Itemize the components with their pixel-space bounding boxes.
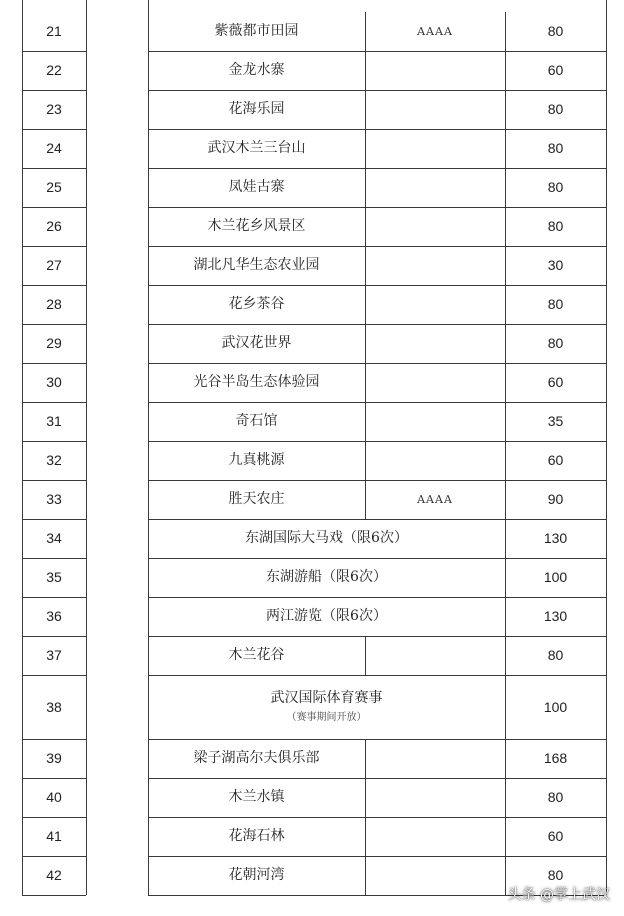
row-number: 30 xyxy=(46,374,62,391)
attraction-name: 金龙水寨 xyxy=(228,62,285,79)
grade-level xyxy=(365,856,505,895)
row-number: 39 xyxy=(46,750,62,767)
attraction-name: 湖北凡华生态农业园 xyxy=(193,257,320,274)
attraction-note: （赛事期间开放） xyxy=(286,712,367,724)
ticket-price: 100 xyxy=(543,698,568,715)
ticket-price: 130 xyxy=(543,530,568,547)
attraction-name: 花乡茶谷 xyxy=(228,296,285,313)
column-divider-number xyxy=(86,0,87,895)
grade-level xyxy=(365,51,505,90)
row-number: 38 xyxy=(46,698,62,715)
attraction-name: 花海乐园 xyxy=(228,101,285,118)
row-number: 41 xyxy=(46,828,62,845)
attraction-name: 木兰花乡风景区 xyxy=(207,218,306,235)
ticket-price: 60 xyxy=(547,828,564,845)
grade-level xyxy=(365,817,505,856)
row-number: 27 xyxy=(46,257,62,274)
grade-level: AAAA xyxy=(417,24,453,38)
attraction-name: 凤娃古寨 xyxy=(228,179,285,196)
grade-level xyxy=(365,90,505,129)
attraction-name: 九真桃源 xyxy=(228,452,285,469)
row-number: 23 xyxy=(46,101,62,118)
grade-level xyxy=(365,636,505,675)
row-number: 24 xyxy=(46,140,62,157)
ticket-price: 80 xyxy=(547,789,564,806)
ticket-price: 35 xyxy=(547,413,564,430)
attraction-name: 武汉木兰三台山 xyxy=(207,140,306,157)
row-number: 40 xyxy=(46,789,62,806)
row-number: 25 xyxy=(46,179,62,196)
ticket-price: 80 xyxy=(547,296,564,313)
ticket-price: 80 xyxy=(547,867,564,884)
row-number: 42 xyxy=(46,867,62,884)
row-number: 21 xyxy=(46,23,62,40)
row-number: 36 xyxy=(46,608,62,625)
row-number: 37 xyxy=(46,647,62,664)
row-number: 35 xyxy=(46,569,62,586)
table-right-border xyxy=(606,0,607,895)
grade-level xyxy=(365,363,505,402)
grade-level xyxy=(365,207,505,246)
grade-level xyxy=(365,402,505,441)
attraction-name xyxy=(148,519,505,558)
ticket-price: 130 xyxy=(543,608,568,625)
attraction-name-text: 东湖国际大马戏（限6次） xyxy=(245,530,408,547)
grade-level xyxy=(365,129,505,168)
grade-level: AAAA xyxy=(417,492,453,506)
ticket-price: 80 xyxy=(547,335,564,352)
ticket-price: 80 xyxy=(547,647,564,664)
attraction-name: 奇石馆 xyxy=(235,413,278,430)
row-number: 28 xyxy=(46,296,62,313)
ticket-price: 80 xyxy=(547,140,564,157)
ticket-price: 100 xyxy=(543,569,568,586)
attraction-name-text: 武汉国际体育赛事 xyxy=(270,689,383,706)
row-number: 22 xyxy=(46,62,62,79)
attraction-name: 武汉花世界 xyxy=(221,335,292,352)
attraction-name: 梁子湖高尔夫俱乐部 xyxy=(193,750,320,767)
ticket-price: 80 xyxy=(547,23,564,40)
attraction-name xyxy=(148,675,505,739)
ticket-price: 80 xyxy=(547,179,564,196)
row-border xyxy=(22,895,86,896)
row-number: 34 xyxy=(46,530,62,547)
attraction-name: 花朝河湾 xyxy=(228,867,285,884)
attraction-name: 木兰水镇 xyxy=(228,789,285,806)
row-number: 31 xyxy=(46,413,62,430)
row-number: 33 xyxy=(46,491,62,508)
grade-level xyxy=(365,739,505,778)
attraction-name-text: 东湖游船（限6次） xyxy=(266,569,387,586)
ticket-price: 168 xyxy=(543,750,568,767)
attraction-name: 胜天农庄 xyxy=(228,491,285,508)
attraction-name: 光谷半岛生态体验园 xyxy=(193,374,320,391)
ticket-price: 60 xyxy=(547,452,564,469)
ticket-price: 30 xyxy=(547,257,564,274)
row-number: 29 xyxy=(46,335,62,352)
row-number: 32 xyxy=(46,452,62,469)
ticket-price: 90 xyxy=(547,491,564,508)
watermark-text: 头条 @掌上武汉 xyxy=(507,887,610,903)
attraction-name: 木兰花谷 xyxy=(228,647,285,664)
grade-level xyxy=(365,285,505,324)
grade-level xyxy=(365,324,505,363)
ticket-price: 60 xyxy=(547,62,564,79)
attraction-name: 紫薇都市田园 xyxy=(214,23,299,40)
grade-level xyxy=(365,778,505,817)
ticket-price: 80 xyxy=(547,218,564,235)
attraction-name xyxy=(148,558,505,597)
grade-level xyxy=(365,441,505,480)
row-number: 26 xyxy=(46,218,62,235)
ticket-price: 80 xyxy=(547,101,564,118)
watermark xyxy=(508,884,610,904)
attraction-name xyxy=(148,597,505,636)
attraction-name-text: 两江游览（限6次） xyxy=(266,608,387,625)
grade-level xyxy=(365,168,505,207)
ticket-price: 60 xyxy=(547,374,564,391)
attraction-name: 花海石林 xyxy=(228,828,285,845)
grade-level xyxy=(365,246,505,285)
